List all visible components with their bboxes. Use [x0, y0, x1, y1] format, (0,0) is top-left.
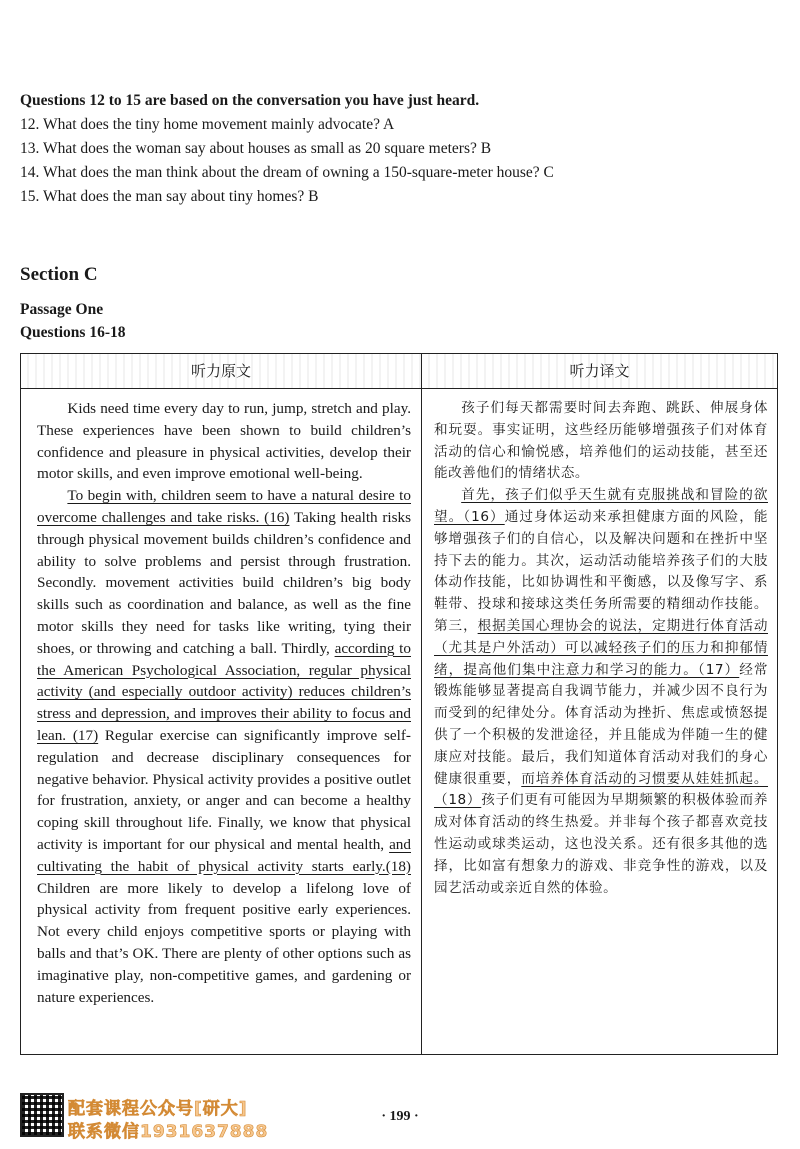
zh-text-1: 通过身体运动来承担健康方面的风险，能够增强孩子们的自信心，以及解决问题和在挫折中坚持下去的能力。其次，运动活动能培养孩子们的大肢体动作技能，比如协调性和平衡感，以及像写字、系鞋带、投球和接球这类任务所需要的精细动作技能。第三，: [434, 508, 769, 634]
zh-text-3: 孩子们更有可能因为早期频繁的积极体验而养成对体育活动的终生热爱。并非每个孩子都喜欢竞技性运动或球类运动，这也没关系。还有很多其他的选择，比如富有想象力的游戏、非竞争性的游戏，以及园艺活动或亲近自然的体验。: [434, 792, 768, 896]
en-answer-18: and cultivating the habit of physical activity starts early.(18): [37, 835, 411, 875]
en-paragraph-2: [37, 485, 411, 1008]
transcript-table: [20, 353, 778, 1055]
header-original: 听力原文: [21, 354, 421, 388]
zh-paragraph-2: [434, 485, 768, 899]
column-divider: [421, 354, 422, 1054]
watermark-line-2: 联系微信1931637888: [68, 1122, 269, 1142]
chinese-translation: [434, 398, 768, 899]
section-title: Section C: [20, 264, 98, 285]
passage-title: Passage One: [20, 301, 104, 318]
zh-text-2: 经常锻炼能够显著提高自我调节能力，并减少因不良行为而受到的纪律处分。体育活动为挫折、焦虑或愤怒提供了一个积极的发泄途径，并且能成为伴随一生的健康应对技能。最后，我们知道体育活动对我们的身心健康很重要，: [434, 661, 769, 787]
english-transcript: [37, 398, 411, 1008]
question-14: 14. What does the man think about the dream of owning a 150-square-meter house? C: [20, 164, 554, 181]
en-text-3: Children are more likely to develop a lifelong love of physical activity from frequent positive early experiences. Not every child enjoys competitive sports or playing with balls and that’s OK. There are plenty of other options such as imaginative play, non-competitive games, and gardening or nature experiences.: [37, 879, 411, 1006]
header-translation: 听力译文: [422, 354, 777, 388]
zh-answer-18: 而培养体育活动的习惯要从娃娃抓起。（18）: [434, 770, 769, 809]
en-answer-17: according to the American Psychological Association, regular physical activity (and especially outdoor activity) reduces children’s stress and depression, and improves their ability to focus and lean. (17): [37, 639, 411, 744]
zh-answer-16: 首先，孩子们似乎天生就有克服挑战和冒险的欲望。（16）: [434, 487, 768, 525]
en-text-1: Taking health risks through physical movement builds children’s confidence and ability to solve problems and persist through frustration. Secondly. movement activities build children’s big body skills such as coordination and balance, as well as the fine motor skills they need for tasks like writing, tying their shoes, or throwing and catching a ball. Thirdly,: [37, 508, 412, 657]
questions-range: Questions 16-18: [20, 324, 126, 341]
zh-paragraph-1: 孩子们每天都需要时间去奔跑、跳跃、伸展身体和玩耍。事实证明，这些经历能够增强孩子们对体育活动的信心和愉悦感，培养他们的运动技能，甚至还能改善他们的情绪状态。: [434, 400, 768, 482]
page-number: · 199 ·: [381, 1109, 419, 1124]
question-12: 12. What does the tiny home movement mainly advocate? A: [20, 116, 395, 133]
en-answer-16: To begin with, children seem to have a natural desire to overcome challenges and take risks. (16): [37, 487, 411, 526]
header-divider: [21, 388, 777, 389]
question-13: 13. What does the woman say about houses as small as 20 square meters? B: [20, 140, 492, 157]
questions-heading: Questions 12 to 15 are based on the conversation you have just heard.: [20, 92, 480, 109]
qr-code-icon: [20, 1093, 64, 1137]
en-text-2: Regular exercise can significantly improve self-regulation and decrease disciplinary consequences for negative behavior. Physical activity provides a positive outlet for frustration, anxiety, or anger and can become a healthy coping skill throughout life. Finally, we know that physical activity is important for our physical and mental health,: [37, 726, 411, 853]
en-paragraph-1: Kids need time every day to run, jump, stretch and play. These experiences have been shown to build children’s confidence and pleasure in physical activities, develop their motor skills, and even improve emotional well-being.: [37, 400, 411, 483]
watermark-line-1: 配套课程公众号[研大]: [68, 1099, 248, 1119]
zh-answer-17: 根据美国心理协会的说法，定期进行体育活动（尤其是户外活动）可以减轻孩子们的压力和抑郁情绪，提高他们集中注意力和学习的能力。（17）: [434, 617, 768, 678]
question-15: 15. What does the man say about tiny homes? B: [20, 188, 319, 205]
